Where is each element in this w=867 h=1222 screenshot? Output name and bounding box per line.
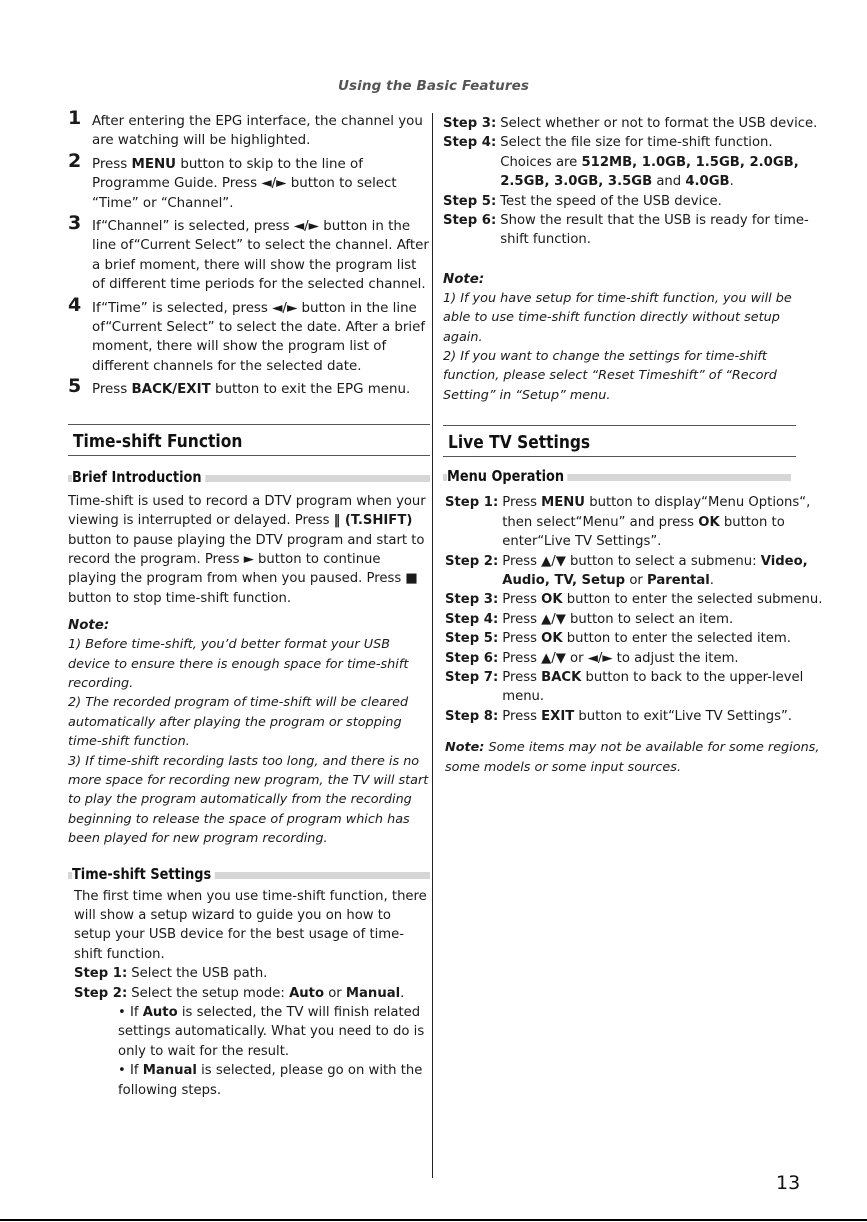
list-item: [68, 212, 430, 295]
step-label: Step 1:: [445, 495, 499, 511]
menu-step: [445, 610, 823, 629]
step-label: Step 4:: [443, 135, 497, 151]
step-label: Step 2:: [445, 553, 499, 569]
right-column: [443, 114, 823, 777]
bullet-auto: • If Auto is selected, the TV will finish related settings automatically. What you need to do is only to wait for the result.: [118, 1005, 425, 1059]
section-title: Live TV Settings: [448, 432, 591, 454]
step-text: button to skip to the line of Programme Guide. Press ◄/► button to select “Time” or “Channel”.: [92, 156, 397, 211]
note-text: Some items may not be available for some regions, some models or some input sources.: [445, 740, 820, 775]
subheading-label: Brief Introduction: [72, 468, 205, 486]
subheading-timeshift-settings: [68, 865, 430, 885]
setup-step: [443, 192, 823, 211]
note-heading: Note:: [443, 271, 485, 287]
intro-paragraph: [68, 492, 430, 608]
step-text: button to exit the EPG menu.: [210, 382, 411, 398]
step-number: 2: [68, 149, 82, 172]
key-label: BACK/EXIT: [131, 382, 211, 398]
step-text: Select whether or not to format the USB device.: [500, 116, 818, 131]
step-label: Step 3:: [445, 592, 499, 608]
list-item: [68, 293, 430, 377]
step-text: After entering the EPG interface, the channel you are watching will be highlighted.: [92, 114, 423, 149]
section-title-live-tv: [443, 425, 796, 457]
left-column: [68, 107, 430, 1100]
subheading-label: Menu Operation: [447, 467, 568, 485]
intro-text: Time-shift is used to record a DTV program when your viewing is interrupted or delayed. Press: [68, 493, 426, 529]
setup-step: [443, 211, 823, 250]
list-item: [68, 375, 430, 399]
menu-step: [445, 552, 823, 591]
setup-step: [74, 964, 430, 983]
key-label: ‖ (T.SHIFT): [333, 513, 413, 529]
menu-step: [445, 590, 823, 609]
bullet-manual: • If Manual is selected, please go on with the following steps.: [118, 1063, 423, 1098]
page-header: Using the Basic Features: [337, 78, 530, 94]
list-item: [68, 107, 430, 151]
step-text: Press: [92, 156, 132, 172]
step-number: 4: [68, 293, 82, 316]
stop-icon: ■: [405, 571, 418, 587]
note-item: 2) The recorded program of time-shift will be cleared automatically after playing the program or stopping time-shift function.: [68, 695, 409, 750]
section-title-timeshift: [68, 424, 430, 456]
setup-step: [443, 114, 823, 133]
step-label: Step 8:: [445, 708, 499, 724]
step-text: Press OK button to enter the selected item.: [502, 631, 791, 647]
step-label: Step 7:: [445, 669, 499, 685]
note-item: 3) If time-shift recording lasts too long, and there is no more space for recording new program, the TV will start to play the program automatically from the recording beginning to release the space of program which has been played for new program recording.: [68, 753, 429, 847]
step-text: Press ▲/▼ or ◄/► to adjust the item.: [502, 650, 739, 666]
step-number: 3: [68, 212, 82, 235]
step-number: 1: [68, 107, 82, 129]
step-label: Step 4:: [445, 611, 499, 627]
step-text: Press BACK button to back to the upper-level menu.: [502, 669, 804, 705]
step-text: Press ▲/▼ button to select an item.: [502, 611, 734, 627]
step-text: Press EXIT button to exit“Live TV Settings”.: [502, 708, 792, 724]
subheading-menu-operation: [443, 467, 791, 487]
live-tv-note: [443, 738, 823, 777]
menu-step: [445, 649, 823, 668]
column-divider: [432, 113, 433, 1178]
epg-steps-list: [68, 107, 430, 400]
intro-text: button to stop time-shift function.: [68, 590, 292, 606]
step-text: If“Time” is selected, press ◄/► button in the line of“Current Select” to select the date. After a brief moment, there will show the program list of different channels for the selected date.: [92, 300, 426, 374]
settings-intro: The first time when you use time-shift function, there will show a setup wizard to guide you on how to setup your USB device for the best usage of time-shift function.: [74, 888, 427, 962]
step-label: Step 5:: [445, 631, 499, 647]
setup-step: [74, 984, 430, 1003]
menu-step: [445, 629, 823, 648]
setup-step: [443, 133, 823, 191]
step-text: Press ▲/▼ button to select a submenu: Video, Audio, TV, Setup or Parental.: [502, 553, 808, 588]
step-text: Show the result that the USB is ready for time-shift function.: [500, 213, 809, 248]
step-label: Step 5:: [443, 193, 497, 209]
step-text: Test the speed of the USB device.: [500, 193, 722, 209]
intro-text: button to pause playing the DTV program and start to record the program. Press ► button to continue playing the program from when you paused. Press: [68, 532, 425, 587]
step-label: Step 6:: [443, 213, 497, 229]
step-text: Select the file size for time-shift function. Choices are 512MB, 1.0GB, 1.5GB, 2.0GB, 2.5GB, 3.0GB, 3.5GB and 4.0GB.: [500, 135, 799, 190]
note-label: Note:: [445, 740, 485, 756]
step-text: Select the USB path.: [131, 966, 268, 982]
menu-step: [445, 707, 823, 726]
step-text: Press: [92, 382, 132, 398]
step-number: 5: [68, 375, 82, 398]
note-heading: Note:: [68, 618, 110, 634]
step-label: Step 6:: [445, 650, 499, 666]
step-text: Select the setup mode: Auto or Manual.: [131, 985, 405, 1001]
key-label: MENU: [131, 156, 177, 172]
note-item: 1) Before time-shift, you’d better format your USB device to ensure there is enough space for time-shift recording.: [68, 637, 409, 691]
step-label: Step 2:: [74, 985, 128, 1001]
step-label: Step 1:: [74, 966, 128, 982]
step-label: Step 3:: [443, 116, 497, 131]
step-text: Press MENU button to display“Menu Options“, then select“Menu” and press OK button to enter“Live TV Settings”.: [502, 495, 811, 550]
section-title: Time-shift Function: [73, 430, 243, 452]
menu-step: [445, 493, 823, 551]
note-item: 2) If you want to change the settings for time-shift function, please select “Reset Timeshift” of “Record Setting” in “Setup” menu.: [443, 349, 777, 403]
note-item: 1) If you have setup for time-shift function, you will be able to use time-shift function directly without setup again.: [443, 290, 792, 345]
menu-step: [445, 668, 823, 707]
page-number: 13: [776, 1172, 801, 1194]
subheading-brief-introduction: [68, 468, 430, 488]
list-item: [68, 149, 430, 213]
step-text: Press OK button to enter the selected submenu.: [502, 592, 823, 608]
bottom-rule: [0, 1219, 867, 1221]
step-text: If“Channel” is selected, press ◄/► button in the line of“Current Select” to select the channel. After a brief moment, there will show the program list of different time periods for the selected channel.: [92, 219, 429, 293]
subheading-label: Time-shift Settings: [72, 865, 215, 883]
